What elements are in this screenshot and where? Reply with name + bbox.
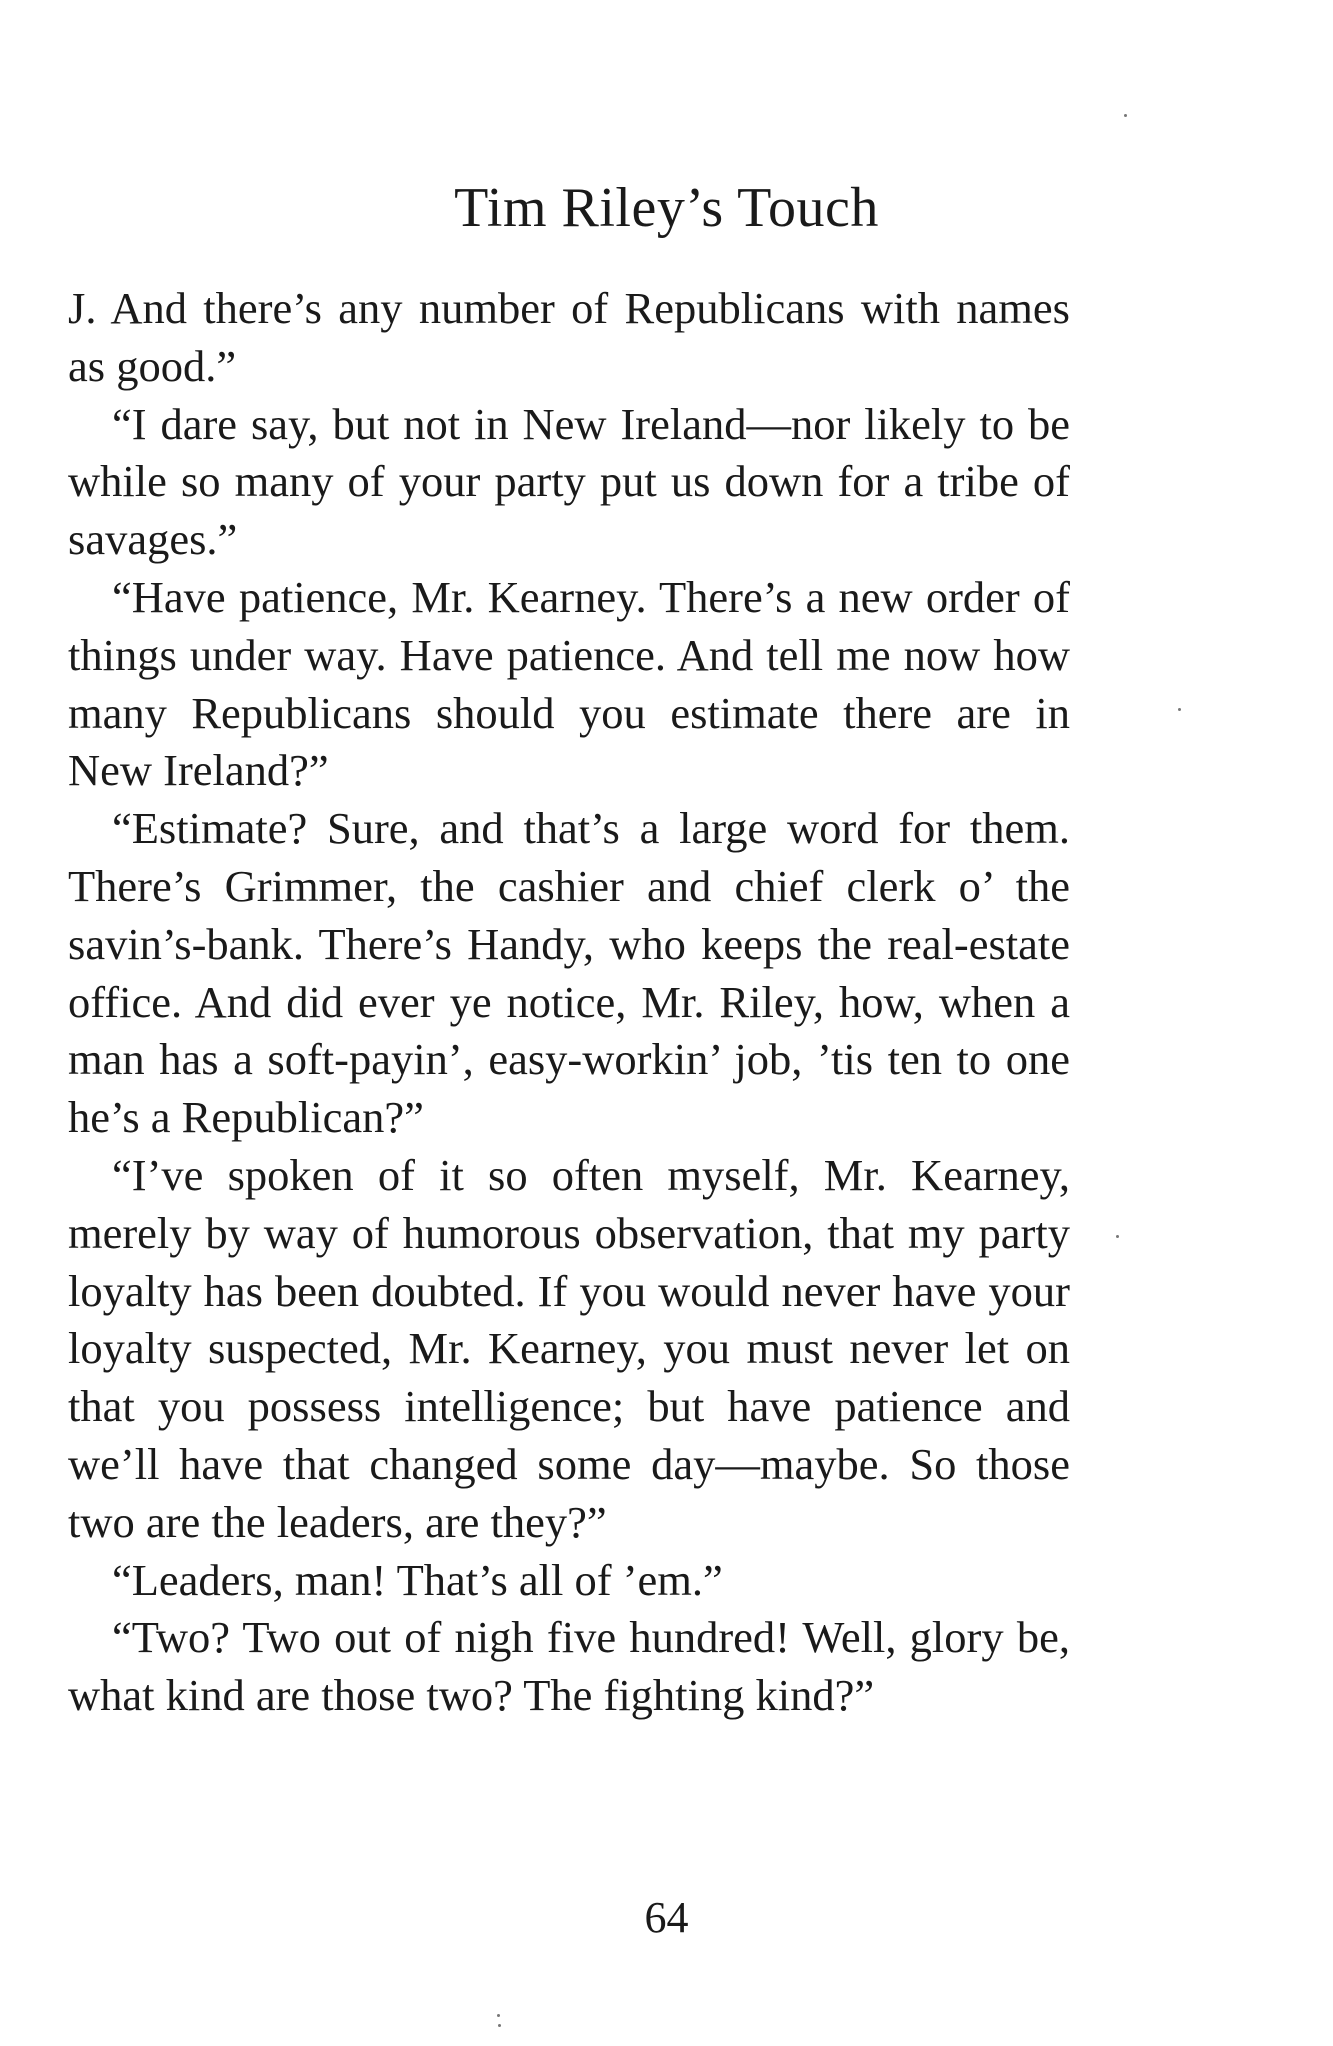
- paragraph: “Estimate? Sure, and that’s a large word for them. There’s Grimmer, the cashier and chief clerk o’ the savin’s-bank. There’s Handy, who keeps the real-estate office. And did ever ye notice, Mr. Riley, how, when a man has a soft-payin’, easy-workin’ job, ’tis ten to one he’s a Republican?”: [68, 803, 1070, 1143]
- paragraph: J. And there’s any number of Republicans with names as good.”: [68, 283, 1070, 391]
- scan-speck: [497, 2014, 500, 2017]
- page-number: 64: [644, 1893, 689, 1942]
- running-head: Tim Riley’s Touch: [454, 177, 879, 239]
- scan-speck: [498, 2024, 501, 2027]
- paragraph: “I’ve spoken of it so often myself, Mr. Kearney, merely by way of humorous observation, that my party loyalty has been doubted. If you would never have your loyalty suspected, Mr. Kearney, you must never let on that you possess intelligence; but have patience and we’ll have that changed some day—maybe. So those two are the leaders, are they?”: [68, 1149, 1070, 1547]
- paragraph: “Have patience, Mr. Kearney. There’s a new order of things under way. Have patience. And tell me now how many Republicans should you estimate there are in New Ireland?”: [68, 571, 1070, 796]
- body-text: [68, 280, 1070, 1725]
- paragraph: “Leaders, man! That’s all of ’em.”: [112, 1554, 723, 1605]
- scan-speck: [1178, 708, 1181, 711]
- scan-speck: [1116, 1235, 1119, 1238]
- scan-speck: [1124, 114, 1127, 117]
- paragraph: “Two? Two out of nigh five hundred! Well, glory be, what kind are those two? The fighting kind?”: [68, 1612, 1070, 1721]
- paragraph: “I dare say, but not in New Ireland—nor likely to be while so many of your party put us down for a tribe of savages.”: [68, 398, 1070, 565]
